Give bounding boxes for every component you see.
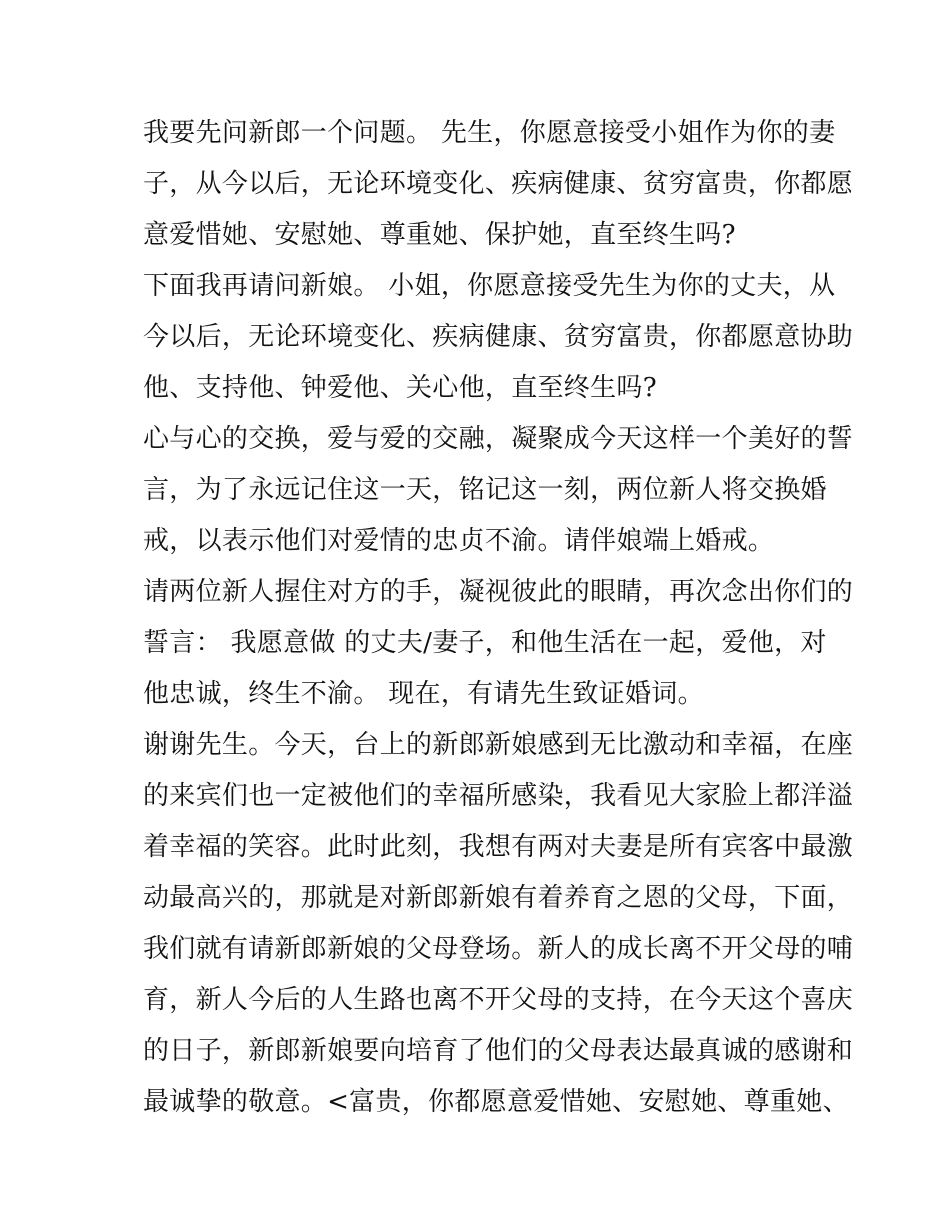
text-line: 他、支持他、钟爱他、关心他，直至终生吗? <box>143 373 657 403</box>
text-line: 心与心的交换，爱与爱的交融，凝聚成今天这样一个美好的誓 <box>143 424 854 454</box>
text-line: 请两位新人握住对方的手，凝视彼此的眼睛，再次念出你们的 <box>143 577 854 607</box>
text-line: 谢谢先生。今天，台上的新郎新娘感到无比激动和幸福，在座 <box>143 730 854 760</box>
text-line: 他忠诚，终生不渝。 现在，有请先生致证婚词。 <box>143 679 704 709</box>
text-line: 育，新人今后的人生路也离不开父母的支持，在今天这个喜庆 <box>143 985 854 1015</box>
text-line: 的日子，新郎新娘要向培育了他们的父母表达最真诚的感谢和 <box>143 1036 854 1066</box>
text-line: 我要先问新郎一个问题。 先生，你愿意接受小姐作为你的妻 <box>143 118 836 148</box>
text-line: 今以后，无论环境变化、疾病健康、贫穷富贵，你都愿意协助 <box>143 322 854 352</box>
text-line: 子，从今以后，无论环境变化、疾病健康、贫穷富贵，你都愿 <box>143 169 854 199</box>
text-line: 最诚挚的敬意。<富贵，你都愿意爱惜她、安慰她、尊重她、 <box>143 1087 849 1117</box>
text-line: 言，为了永远记住这一天，铭记这一刻，两位新人将交换婚 <box>143 475 827 505</box>
text-line: 动最高兴的，那就是对新郎新娘有着养育之恩的父母，下面， <box>143 883 854 913</box>
text-line: 意爱惜她、安慰她、尊重她、保护她，直至终生吗? <box>143 220 736 250</box>
text-line: 誓言： 我愿意做 的丈夫/妻子，和他生活在一起，爱他，对 <box>143 628 827 658</box>
text-line: 戒，以表示他们对爱情的忠贞不渝。请伴娘端上婚戒。 <box>143 526 775 556</box>
text-line: 下面我再请问新娘。 小姐，你愿意接受先生为你的丈夫，从 <box>143 271 836 301</box>
text-line: 的来宾们也一定被他们的幸福所感染，我看见大家脸上都洋溢 <box>143 781 854 811</box>
text-line: 我们就有请新郎新娘的父母登场。新人的成长离不开父母的哺 <box>143 934 854 964</box>
document-body <box>143 108 854 1128</box>
text-line: 着幸福的笑容。此时此刻，我想有两对夫妻是所有宾客中最激 <box>143 832 854 862</box>
